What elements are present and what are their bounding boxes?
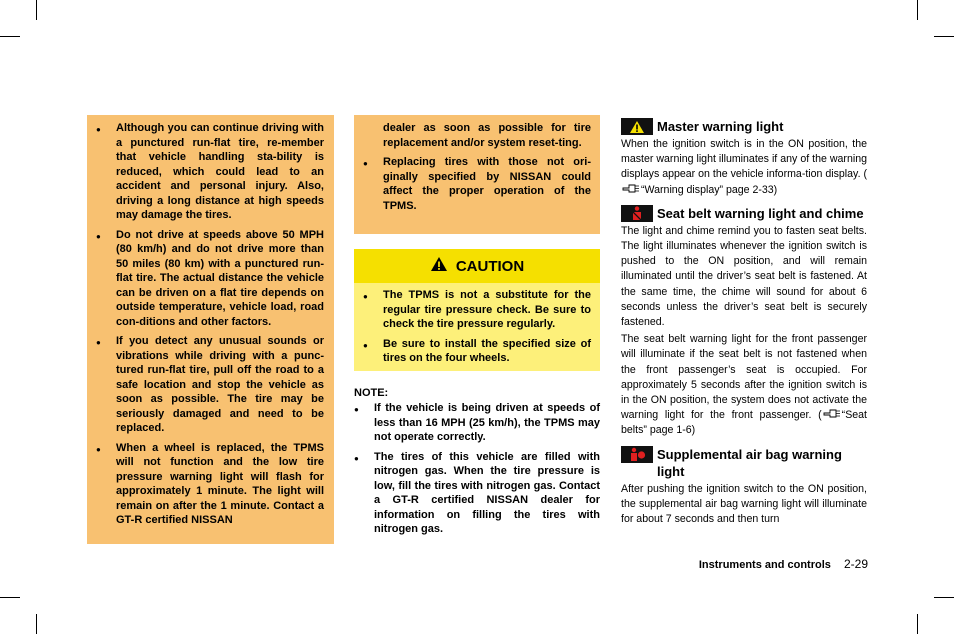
section-title: Seat belt warning light and chime [657,205,864,221]
bullet-item [354,155,591,213]
note-bullet-list [354,401,600,537]
bullet-text: Although you can continue driving with a punctured run-flat tire, re-member that vehicle handling sta-bility is reduced, which could lead to an accident and personal injury. Also, driving a long distance at high speeds may damage the tires. [116,122,324,221]
middle-bullet-list [354,155,591,213]
bullet-item [354,337,591,366]
continued-text: dealer as soon as possible for tire replacement and/or system reset-ting. [383,122,591,149]
bullet-item [354,401,600,445]
bullet-dot: ● [96,125,101,134]
middle-warning-box [354,115,600,234]
bullet-item [87,441,324,528]
note-block [354,387,600,537]
bullet-text: When a wheel is replaced, the TPMS will not function and the low tire pressure warning light will flash for approximately 1 minute. The light will remain on after the 1 minute. Contact a GT-R certified NISSAN [116,441,324,526]
bullet-text: If the vehicle is being driven at speeds of less than 16 MPH (25 km/h), the TPMS may not operate correctly. [374,402,600,443]
crop-mark [36,0,37,20]
section-paragraph [621,137,867,198]
bullet-text: Do not drive at speeds above 50 MPH (80 km/h) and do not drive more than 50 miles (80 km) with a punctured run-flat tire. The actual distance the vehicle can be driven on a flat tire depends on outside temperature, vehicle load, road con-ditions and other factors. [116,228,324,328]
right-column [621,112,867,527]
section-paragraph [621,224,867,330]
airbag-icon [621,446,653,463]
section-heading [621,446,867,480]
paragraph-text: The light and chime remind you to fasten seat belts. The light illuminates whenever the ignition switch is pushed to the ON position, and will remain illuminated until the driver’s seat belt is fastened. At the same time, the chime will sound for about 6 seconds unless the driver’s seat belt is securely fastened. [621,224,867,329]
bullet-dot: ● [363,292,368,301]
note-title: NOTE: [354,387,389,399]
page-reference-icon [823,408,841,419]
section-title: Supplemental air bag warning light [657,446,842,479]
left-bullet-list [87,121,324,528]
paragraph-text: After pushing the ignition switch to the ON position, the supplemental air bag warning light will illuminate for about 7 seconds and then turn [621,482,867,526]
bullet-item [354,450,600,537]
crop-mark [934,36,954,37]
bullet-dot: ● [363,340,368,350]
bullet-dot: ● [354,453,359,463]
seat-belt-icon [621,205,653,222]
caution-header [354,249,600,283]
page-reference[interactable]: “Seat belts” page 1-6) [621,409,867,437]
bullet-text: Replacing tires with those not ori-ginally specified by NISSAN could affect the proper operation of the TPMS. [383,156,591,212]
section-heading [621,205,867,222]
page-reference-icon [622,183,640,194]
bullet-dot: ● [363,159,368,168]
bullet-dot: ● [354,405,359,414]
bullet-item [87,121,324,223]
caution-bullet-list [354,288,591,366]
bullet-text: Be sure to install the specified size of tires on the four wheels. [383,337,591,364]
caution-label: CAUTION [455,257,525,275]
page-footer [699,557,868,571]
bullet-text: The tires of this vehicle are filled with nitrogen gas. When the tire pressure is low, fill the tires with nitrogen gas. Contact a GT-R certified NISSAN dealer for information on filling the tires with nitrogen gas. [374,450,600,535]
crop-mark [36,614,37,634]
section-paragraph [621,332,867,438]
footer-section: Instruments and controls [698,559,831,571]
warning-triangle-icon [430,256,448,277]
section-title: Master warning light [657,119,784,134]
crop-mark [0,597,20,598]
left-warning-box [87,115,334,544]
bullet-item [87,228,324,330]
section-paragraph [621,482,867,528]
bullet-text: The TPMS is not a substitute for the regular tire pressure check. Be sure to check the tire pressure regularly. [383,289,591,330]
bullet-dot: ● [96,338,101,347]
bullet-dot: ● [96,231,101,241]
bullet-text: If you detect any unusual sounds or vibrations while driving with a punc-tured run-flat tire, pull off the road to a safe location and stop the vehicle as soon as possible. The tire may be seriously damaged and need to be replaced. [116,335,324,434]
warning-triangle-icon [621,118,653,135]
caution-box [354,249,600,371]
bullet-item [354,288,591,332]
crop-mark [917,0,918,20]
caution-body [354,283,600,371]
paragraph-text: When the ignition switch is in the ON position, the master warning light illuminates if any of the warning displays appear on the vehicle informa-tion display. ( [621,138,867,181]
crop-mark [0,36,20,37]
bullet-dot: ● [96,444,101,454]
section-heading [621,118,867,135]
crop-mark [917,614,918,634]
bullet-item [87,334,324,436]
page-reference[interactable]: “Warning display” page 2-33) [641,183,778,196]
paragraph-text: The seat belt warning light for the front passenger will illuminate if the seat belt is not fastened when the front passenger’s seat is occupied. For approximately 5 seconds after the ignition switch is in the ON position, the system does not activate the warning light for the front passenger. ( [621,333,867,422]
page-number: 2-29 [843,557,868,571]
middle-column [354,115,600,542]
crop-mark [934,597,954,598]
